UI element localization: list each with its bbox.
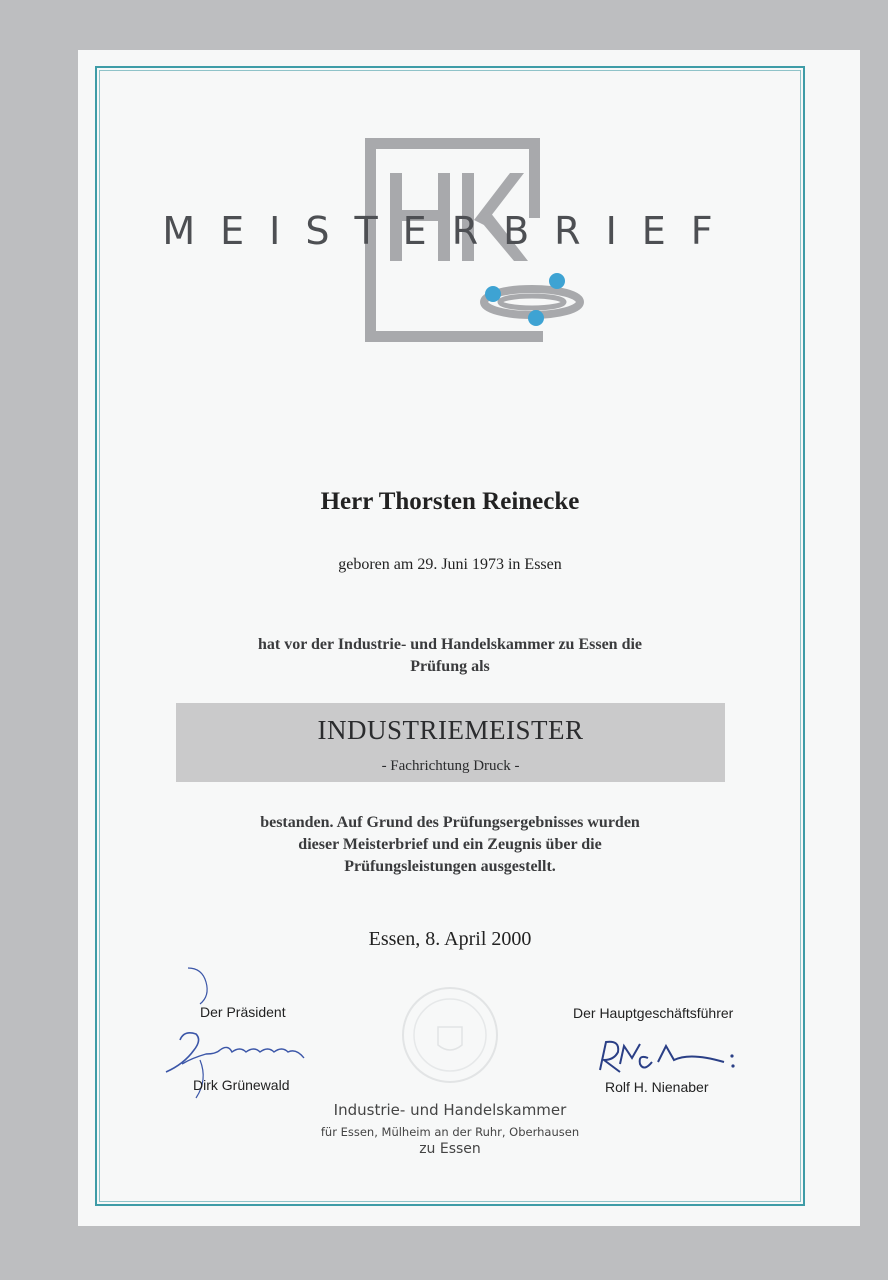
qualification-specialization: - Fachrichtung Druck -: [381, 758, 520, 774]
issuer-city: zu Essen: [419, 1141, 481, 1157]
embossed-seal-icon: [400, 985, 500, 1085]
director-name: Rolf H. Nienaber: [605, 1079, 709, 1095]
qualification-band: [176, 703, 725, 782]
director-role: Der Hauptgeschäftsführer: [573, 1005, 734, 1021]
result-line: bestanden. Auf Grund des Prüfungsergebnisses wurden: [260, 814, 640, 831]
qualification-title: INDUSTRIEMEISTER: [317, 715, 584, 745]
recipient-name: Herr Thorsten Reinecke: [320, 488, 580, 515]
intro-paragraph: [150, 634, 750, 678]
certificate-title: MEISTERBRIEF: [162, 209, 738, 253]
president-name: Dirk Grünewald: [193, 1077, 290, 1093]
result-line: Prüfungsleistungen ausgestellt.: [344, 858, 556, 875]
issuer-name: Industrie- und Handelskammer: [333, 1101, 567, 1119]
signature-director-icon: [592, 1034, 742, 1076]
intro-line: hat vor der Industrie- und Handelskammer zu Essen die: [257, 636, 643, 653]
result-line: dieser Meisterbrief und ein Zeugnis über die: [298, 836, 602, 853]
intro-line: Prüfung als: [410, 658, 490, 675]
birth-line: geboren am 29. Juni 1973 in Essen: [338, 556, 562, 573]
place-date: Essen, 8. April 2000: [368, 928, 532, 950]
president-role: Der Präsident: [200, 1004, 286, 1020]
result-paragraph: [150, 812, 750, 878]
issuer-region: für Essen, Mülheim an der Ruhr, Oberhausen: [320, 1125, 580, 1139]
